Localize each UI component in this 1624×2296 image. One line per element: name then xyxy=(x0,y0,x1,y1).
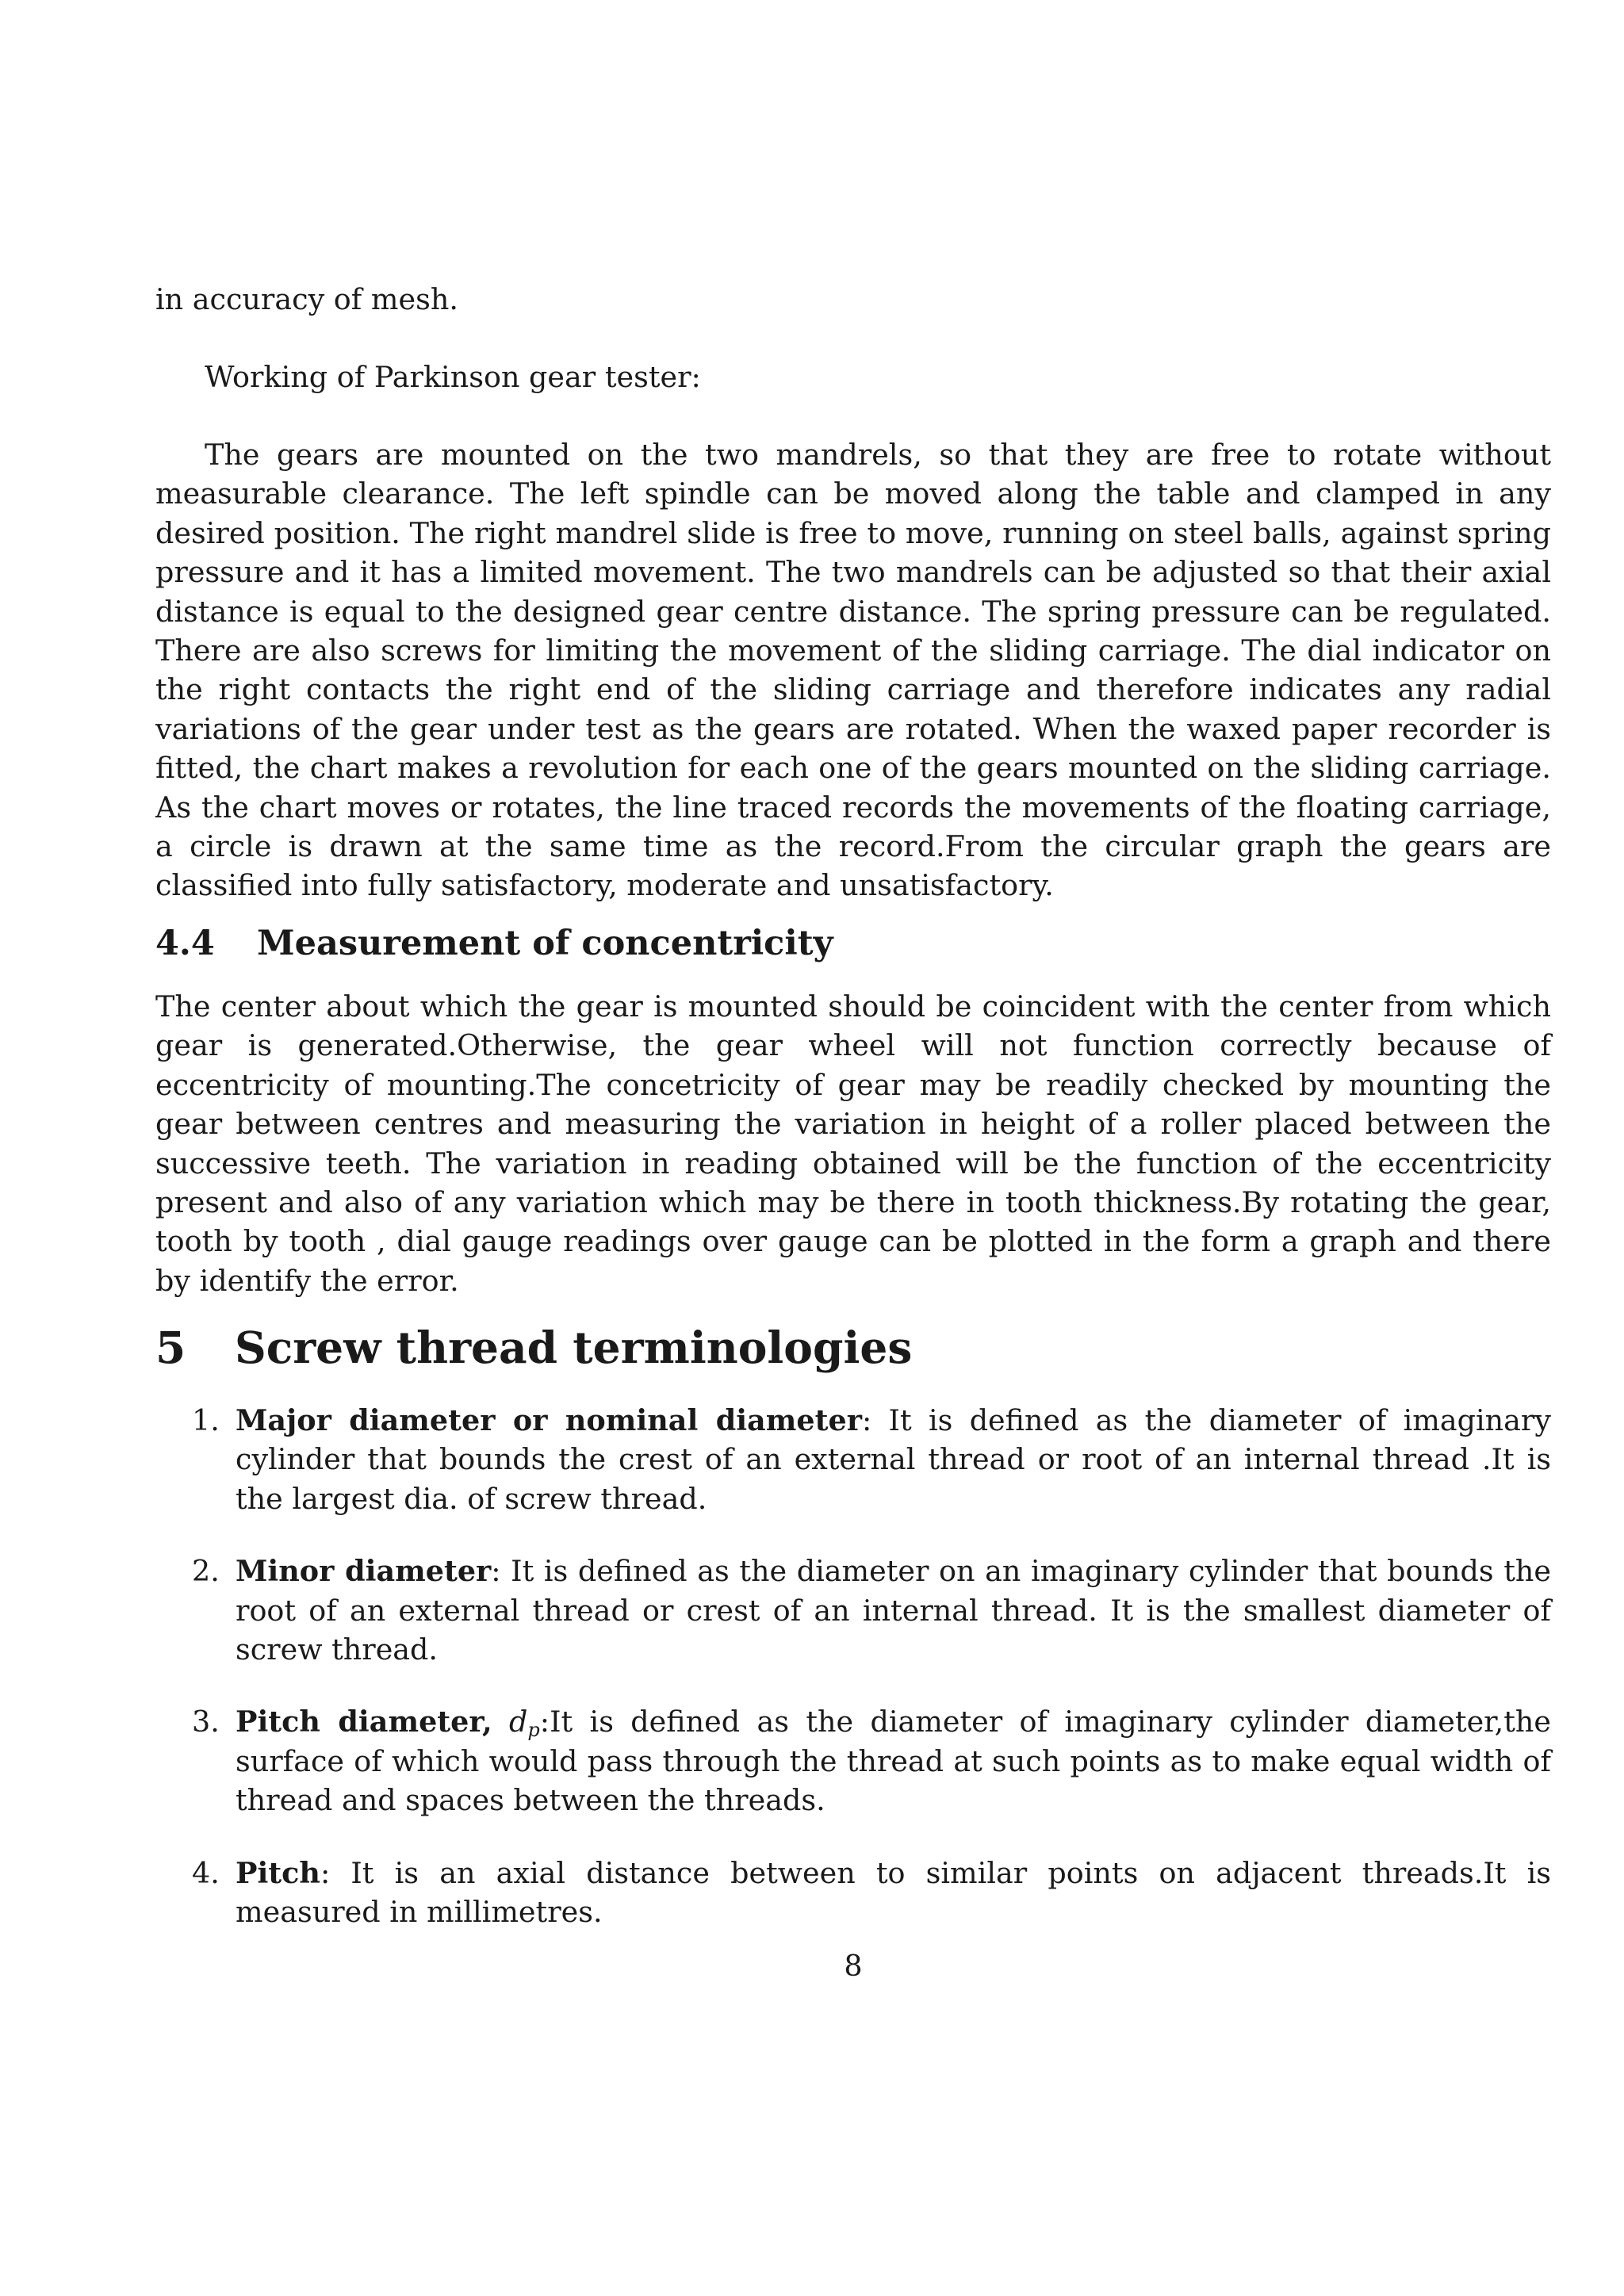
item-number: 4. xyxy=(192,1855,220,1890)
working-heading: Working of Parkinson gear tester: xyxy=(205,360,701,394)
term-definition: : It is defined as the diameter of imaginary cylinder that bounds the crest of an external thread or root of an internal thread .It is the largest dia. of screw thread. xyxy=(236,1403,1551,1516)
pitch-diameter-symbol xyxy=(509,1705,540,1742)
document-page xyxy=(155,0,1551,2296)
term-definition: : It is an axial distance between to similar points on adjacent threads.It is measured in millimetres. xyxy=(236,1855,1551,1930)
section-title: Screw thread terminologies xyxy=(235,1322,913,1373)
continuation-text: in accuracy of mesh. xyxy=(155,282,458,316)
concentricity-paragraph: The center about which the gear is mounted should be coincident with the center from which gear is generated.Otherwise, the gear wheel will not function correctly because of eccentricity of mounting.The concetricity of gear may be readily checked by mounting the gear between centres and measuring the variation in height of a roller placed between the successive teeth. The variation in reading obtained will be the function of the eccentricity present and also of any variation which may be there in tooth thickness.By rotating the gear, tooth by tooth , dial gauge readings over gauge can be plotted in the form a graph and there by identify the error. xyxy=(155,989,1551,1298)
term-definition: : It is defined as the diameter on an imaginary cylinder that bounds the root of an external thread or crest of an internal thread. It is the smallest diameter of screw thread. xyxy=(236,1554,1551,1667)
item-number: 3. xyxy=(192,1705,220,1739)
list-item xyxy=(155,1401,1551,1518)
term-definition: :It is defined as the diameter of imaginary cylinder diameter,the surface of which would pass through the thread at such points as to make equal width of thread and spaces between the threads. xyxy=(236,1705,1551,1818)
list-item xyxy=(155,1552,1551,1669)
section-title: Measurement of concentricity xyxy=(257,924,833,963)
term-label: Pitch diameter, xyxy=(236,1705,492,1739)
section-number: 5 xyxy=(155,1322,186,1373)
term-label: Minor diameter xyxy=(236,1554,492,1589)
symbol-subscript: p xyxy=(527,1719,540,1742)
item-number: 2. xyxy=(192,1554,220,1589)
section-number: 4.4 xyxy=(155,924,215,963)
working-paragraph: The gears are mounted on the two mandrels, so that they are free to rotate without measurable clearance. The left spindle can be moved along the table and clamped in any desired position. The right mandrel slide is free to move, running on steel balls, against spring pressure and it has a limited movement. The two mandrels can be adjusted so that their axial distance is equal to the designed gear centre distance. The spring pressure can be regulated. There are also screws for limiting the movement of the sliding carriage. The dial indicator on the right contacts the right end of the sliding carriage and therefore indicates any radial variations of the gear under test as the gears are rotated. When the waxed paper recorder is fitted, the chart makes a revolution for each one of the gears mounted on the sliding carriage. As the chart moves or rotates, the line traced records the movements of the floating carriage, a circle is drawn at the same time as the record.From the circular graph the gears are classified into fully satisfactory, moderate and unsatisfactory. xyxy=(155,438,1551,903)
terminology-list xyxy=(155,1401,1551,1965)
symbol-base: d xyxy=(509,1705,528,1739)
term-label: Pitch xyxy=(236,1855,320,1890)
section-4-4-heading xyxy=(155,921,833,966)
list-item xyxy=(155,1702,1551,1820)
list-item xyxy=(155,1854,1551,1932)
item-number: 1. xyxy=(192,1403,220,1437)
section-5-heading xyxy=(155,1320,912,1376)
term-label: Major diameter or nominal diameter xyxy=(236,1403,862,1437)
page-number: 8 xyxy=(844,1949,863,1983)
